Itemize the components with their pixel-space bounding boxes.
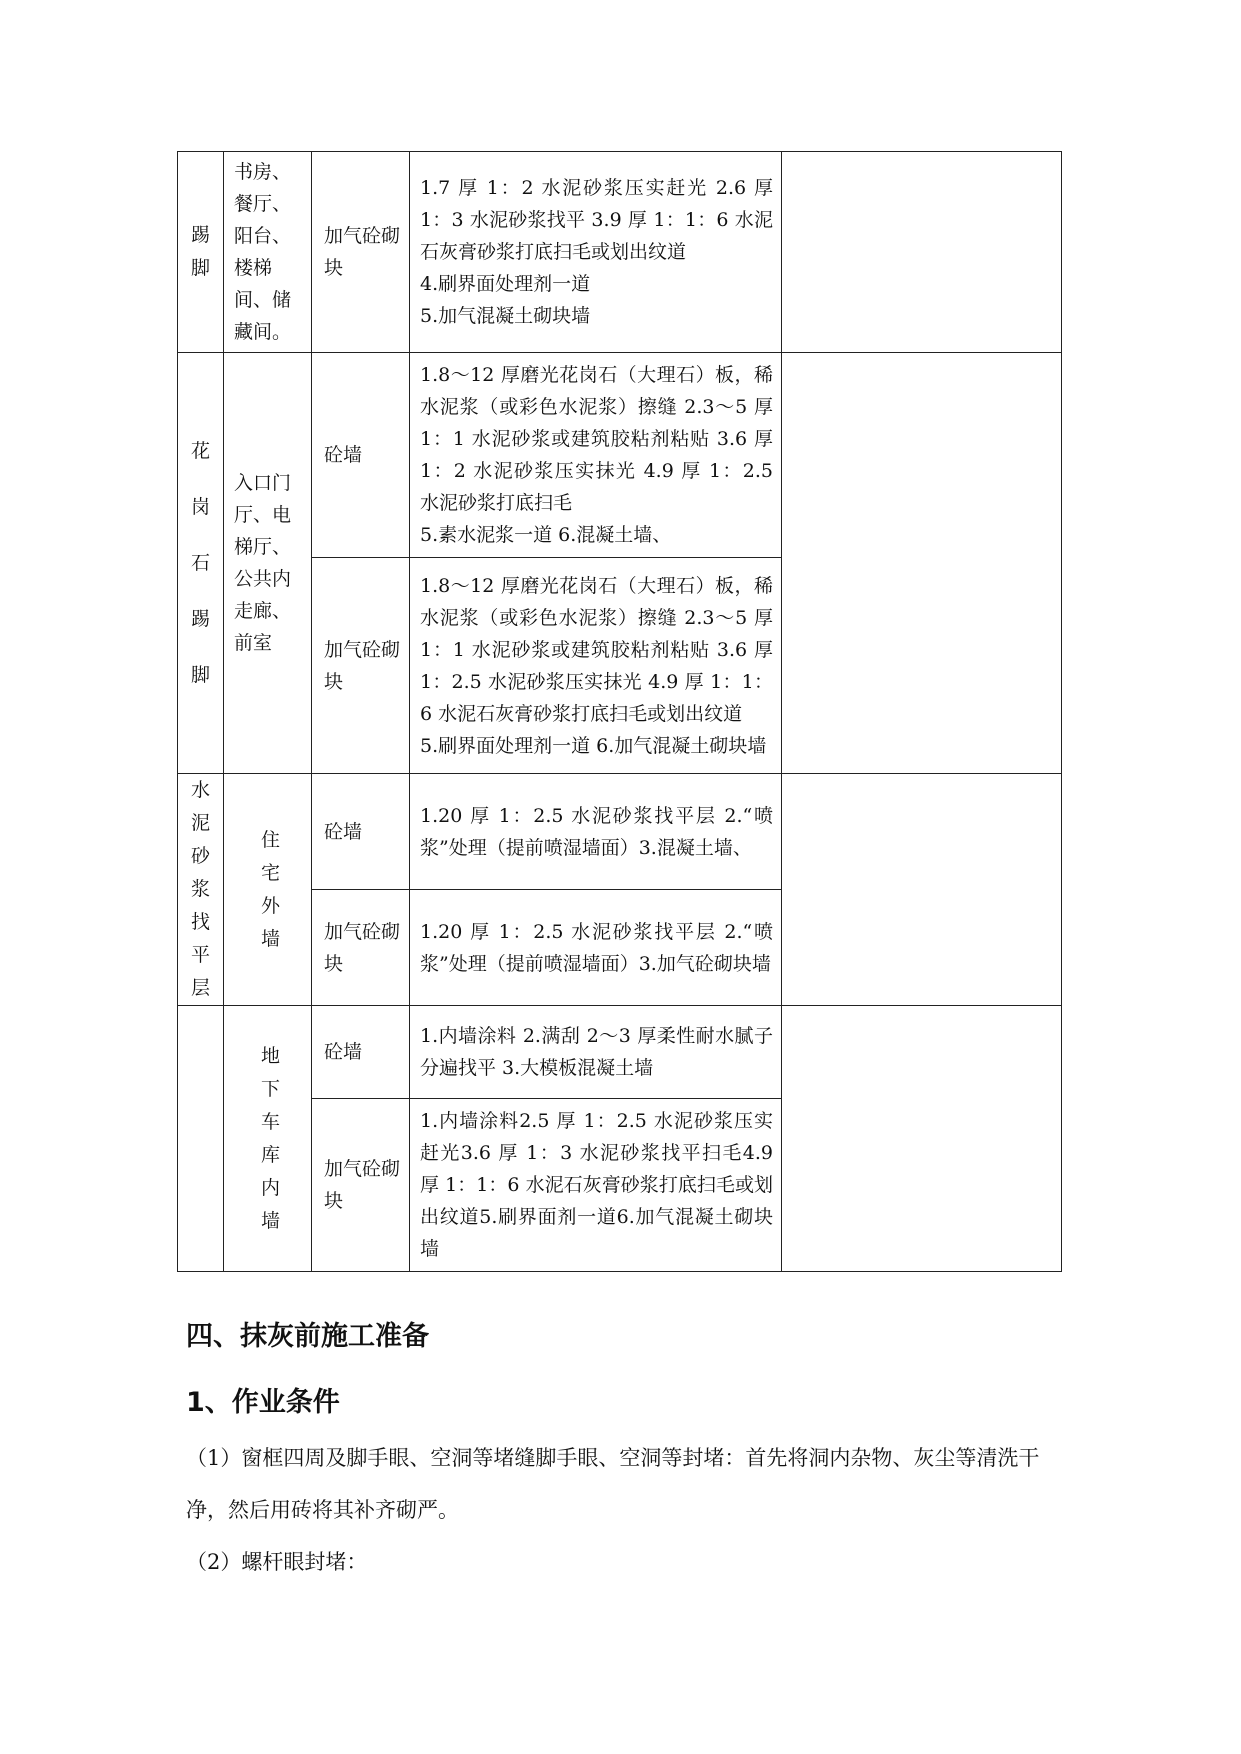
category-cell: 花岗石踢脚 (178, 353, 224, 774)
note-cell (782, 774, 1062, 1006)
description-cell: 1.8～12 厚磨光花岗石（大理石）板，稀水泥浆（或彩色水泥浆）擦缝 2.3～5 厚 1：1 水泥砂浆或建筑胶粘剂粘贴 3.6 厚 1：2.5 水泥砂浆压实抹光 4.9 厚 1：1：6 水泥石灰膏砂浆打底扫毛或划出纹道 5.刷界面处理剂一道 6.加气混凝土砌块墙 (410, 558, 782, 774)
description-cell: 1.20 厚 1：2.5 水泥砂浆找平层 2.“喷浆”处理（提前喷湿墙面）3.混凝土墙、 (410, 774, 782, 890)
description-cell: 1.内墙涂料2.5 厚 1：2.5 水泥砂浆压实赶光3.6 厚 1：3 水泥砂浆找平扫毛4.9 厚 1：1：6 水泥石灰膏砂浆打底扫毛或划出纹道5.刷界面剂一道6.加气混凝土砌块墙 (410, 1099, 782, 1272)
note-cell (782, 1006, 1062, 1272)
construction-spec-table (177, 151, 1062, 1272)
wall-type-cell: 加气砼砌块 (312, 152, 410, 353)
paragraph-work-conditions-1: （1）窗框四周及脚手眼、空洞等堵缝脚手眼、空洞等封堵：首先将洞内杂物、灰尘等清洗干净，然后用砖将其补齐砌严。 (186, 1446, 1040, 1522)
wall-type-cell: 加气砼砌块 (312, 1099, 410, 1272)
wall-type-cell: 砼墙 (312, 353, 410, 558)
wall-type-cell: 砼墙 (312, 1006, 410, 1099)
sub-heading: 1、作业条件 (186, 1387, 340, 1418)
category-cell: 踢脚 (178, 152, 224, 353)
table-row (178, 774, 1062, 890)
description-cell: 1.内墙涂料 2.满刮 2～3 厚柔性耐水腻子分遍找平 3.大模板混凝土墙 (410, 1006, 782, 1099)
table-row (178, 1006, 1062, 1099)
section-heading: 四、抹灰前施工准备 (186, 1321, 429, 1352)
category-cell (178, 1006, 224, 1272)
category-cell: 水泥砂浆找平层 (178, 774, 224, 1006)
description-cell: 1.20 厚 1：2.5 水泥砂浆找平层 2.“喷浆”处理（提前喷湿墙面）3.加气砼砌块墙 (410, 890, 782, 1006)
table-row (178, 353, 1062, 558)
location-cell: 书房、餐厅、阳台、楼梯间、储藏间。 (224, 152, 312, 353)
description-cell: 1.7 厚 1：2 水泥砂浆压实赶光 2.6 厚 1：3 水泥砂浆找平 3.9 厚 1：1：6 水泥石灰膏砂浆打底扫毛或划出纹道 4.刷界面处理剂一道 5.加气混凝土砌块墙 (410, 152, 782, 353)
wall-type-cell: 加气砼砌块 (312, 558, 410, 774)
note-cell (782, 353, 1062, 774)
location-cell: 住宅外墙 (224, 774, 312, 1006)
wall-type-cell: 砼墙 (312, 774, 410, 890)
description-cell: 1.8～12 厚磨光花岗石（大理石）板，稀水泥浆（或彩色水泥浆）擦缝 2.3～5 厚 1：1 水泥砂浆或建筑胶粘剂粘贴 3.6 厚 1：2 水泥砂浆压实抹光 4.9 厚 1：2.5 水泥砂浆打底扫毛 5.素水泥浆一道 6.混凝土墙、 (410, 353, 782, 558)
location-cell: 地下车库内墙 (224, 1006, 312, 1272)
location-cell: 入口门厅、电梯厅、公共内走廊、前室 (224, 353, 312, 774)
note-cell (782, 152, 1062, 353)
table-row (178, 152, 1062, 353)
paragraph-work-conditions-2: （2）螺杆眼封堵： (186, 1550, 368, 1574)
wall-type-cell: 加气砼砌块 (312, 890, 410, 1006)
